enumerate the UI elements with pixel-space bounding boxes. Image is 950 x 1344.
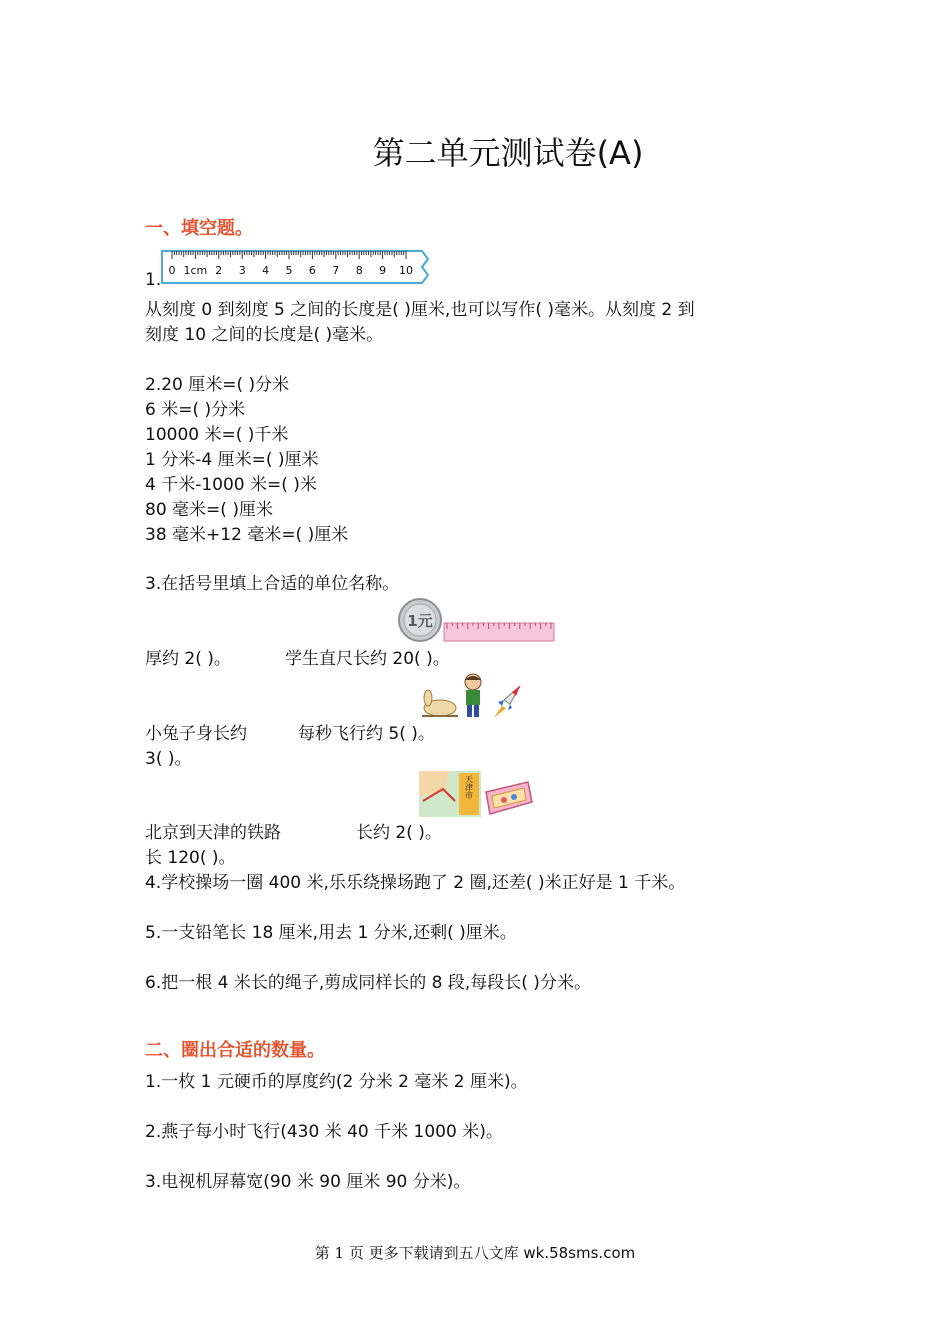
question-1-line-1: 从刻度 0 到刻度 5 之间的长度是( )厘米,也可以写作( )毫米。从刻度 2 到 bbox=[145, 300, 695, 320]
pencil-case-illustration bbox=[482, 778, 534, 818]
question-2-conversion: 2.20 厘米=( )分米 bbox=[145, 375, 290, 395]
ruler-tick-label: 6 bbox=[308, 264, 316, 277]
question-2-conversion: 1 分米-4 厘米=( )厘米 bbox=[145, 450, 319, 470]
ruler-tick-label: 9 bbox=[379, 264, 387, 277]
ruler-tick-label: 3 bbox=[238, 264, 246, 277]
section-2-question-1: 1.一枚 1 元硬币的厚度约(2 分米 2 毫米 2 厘米)。 bbox=[145, 1072, 528, 1092]
question-3-row-3-b: 长约 2( )。 bbox=[356, 823, 442, 843]
section-heading-fill-blanks: 一、填空题。 bbox=[145, 218, 253, 239]
ruler-tick-label: 2 bbox=[215, 264, 223, 277]
section-2-question-3: 3.电视机屏幕宽(90 米 90 厘米 90 分米)。 bbox=[145, 1172, 471, 1192]
question-3-row-2-c: 3( )。 bbox=[145, 749, 192, 769]
coin-illustration bbox=[397, 597, 443, 643]
ruler-tick-label: 1cm bbox=[183, 264, 208, 277]
page-footer bbox=[0, 1242, 950, 1263]
question-2-conversion: 80 毫米=( )厘米 bbox=[145, 500, 273, 520]
footer-prefix: 第 1 页 更多下载请到五八文库 bbox=[314, 1244, 524, 1262]
question-6: 6.把一根 4 米长的绳子,剪成同样长的 8 段,每段长( )分米。 bbox=[145, 973, 591, 993]
question-2-conversion: 38 毫米+12 毫米=( )厘米 bbox=[145, 525, 349, 545]
question-2-conversion: 4 千米-1000 米=( )米 bbox=[145, 475, 317, 495]
question-3-row-1-b: 学生直尺长约 20( )。 bbox=[285, 649, 450, 669]
question-3-row-2-a: 小兔子身长约 bbox=[145, 724, 247, 744]
section-heading-circle-quantity: 二、圈出合适的数量。 bbox=[145, 1040, 325, 1061]
footer-site-link[interactable]: wk.58sms.com bbox=[523, 1244, 636, 1262]
question-2-conversion: 6 米=( )分米 bbox=[145, 400, 246, 420]
map-illustration bbox=[419, 771, 481, 817]
question-4: 4.学校操场一圈 400 米,乐乐绕操场跑了 2 圈,还差( )米正好是 1 千米。 bbox=[145, 873, 686, 893]
rocket-illustration bbox=[490, 682, 528, 722]
question-3-row-3-a: 北京到天津的铁路 bbox=[145, 823, 281, 843]
page-title: 第二单元测试卷(A) bbox=[372, 134, 644, 172]
question-3-heading: 3.在括号里填上合适的单位名称。 bbox=[145, 574, 400, 594]
ruler-tick-label: 10 bbox=[399, 264, 413, 277]
rabbit-illustration bbox=[418, 688, 460, 720]
ruler-tick-label: 0 bbox=[168, 264, 176, 277]
question-3-row-3-c: 长 120( )。 bbox=[145, 848, 236, 868]
question-5: 5.一支铅笔长 18 厘米,用去 1 分米,还剩( )厘米。 bbox=[145, 923, 517, 943]
question-1-line-2: 刻度 10 之间的长度是( )毫米。 bbox=[145, 325, 384, 345]
ruler-tick-label: 7 bbox=[332, 264, 340, 277]
student-ruler-illustration bbox=[443, 622, 555, 642]
ruler-tick-label: 5 bbox=[285, 264, 293, 277]
question-1-number: 1. bbox=[145, 270, 162, 290]
boy-illustration bbox=[458, 672, 488, 720]
ruler-tick-label: 4 bbox=[262, 264, 270, 277]
question-3-row-2-b: 每秒飞行约 5( )。 bbox=[298, 724, 435, 744]
ruler-illustration bbox=[160, 249, 435, 285]
section-2-question-2: 2.燕子每小时飞行(430 米 40 千米 1000 米)。 bbox=[145, 1122, 503, 1142]
coin-label: 1元 bbox=[407, 612, 433, 630]
map-label: 天津市 bbox=[464, 775, 474, 799]
question-2-conversion: 10000 米=( )千米 bbox=[145, 425, 289, 445]
ruler-tick-label: 8 bbox=[355, 264, 363, 277]
question-3-row-1-a: 厚约 2( )。 bbox=[145, 649, 231, 669]
